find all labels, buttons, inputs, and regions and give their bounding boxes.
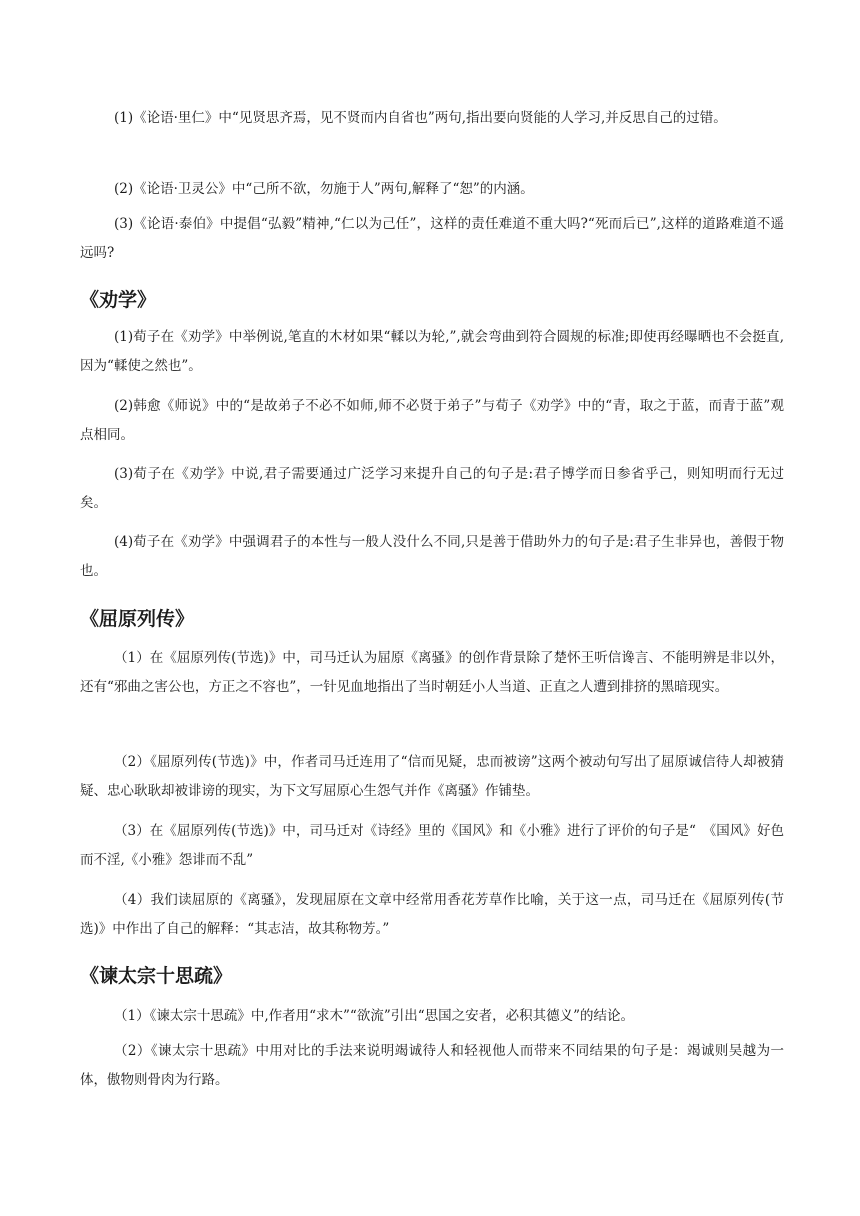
section-heading-jiantaizong: 《谏太宗十思疏》 <box>80 965 233 987</box>
quyuan-item-2: （2）《屈原列传(节选)》中，作者司马迁连用了“信而见疑，忠而被谤”这两个被动句写出了屈原诚信待人却被猜疑、忠心耿耿却被诽谤的现实，为下文写屈原心生怨气并作《离骚》作铺垫。 <box>80 754 784 799</box>
lunyu-item-2: (2)《论语·卫灵公》中“己所不欲，勿施于人”两句,解释了“恕”的内涵。 <box>114 181 534 197</box>
lunyu-item-3: (3)《论语·泰伯》中提倡“弘毅”精神,“仁以为己任”，这样的责任难道不重大吗?“死而后已”,这样的道路难道不遥远吗? <box>80 216 784 261</box>
section-heading-quyuan: 《屈原列传》 <box>80 608 195 630</box>
quanxue-item-2: (2)韩愈《师说》中的“是故弟子不必不如师,师不必贤于弟子”与荀子《劝学》中的“青，取之于蓝，而青于蓝”观点相同。 <box>80 398 784 443</box>
quanxue-item-1: (1)荀子在《劝学》中举例说,笔直的木材如果“輮以为轮,”,就会弯曲到符合圆规的标准;即使再经曝晒也不会挺直,因为“輮使之然也”。 <box>80 329 784 374</box>
quyuan-item-1: （1）在《屈原列传(节选)》中，司马迁认为屈原《离骚》的创作背景除了楚怀王听信谗言、不能明辨是非以外，还有“邪曲之害公也，方正之不容也”，一针见血地指出了当时朝廷小人当道、正直之人遭到排挤的黑暗现实。 <box>80 650 784 695</box>
section-heading-quanxue: 《劝学》 <box>80 289 157 311</box>
jiantaizong-item-1: （1）《谏太宗十思疏》中,作者用“求木”“欲流”引出“思国之安者，必积其德义”的结论。 <box>114 1008 635 1024</box>
quyuan-item-4: （4）我们读屈原的《离骚》，发现屈原在文章中经常用香花芳草作比喻，关于这一点，司马迁在《屈原列传(节选)》中作出了自己的解释：“其志洁，故其称物芳。” <box>80 892 784 937</box>
quanxue-item-3: (3)荀子在《劝学》中说,君子需要通过广泛学习来提升自己的句子是:君子博学而日参省乎己，则知明而行无过矣。 <box>80 466 784 511</box>
jiantaizong-item-2: （2）《谏太宗十思疏》中用对比的手法来说明竭诚待人和轻视他人而带来不同结果的句子是：竭诚则吴越为一体，傲物则骨肉为行路。 <box>80 1043 784 1088</box>
quanxue-item-4: (4)荀子在《劝学》中强调君子的本性与一般人没什么不同,只是善于借助外力的句子是:君子生非异也，善假于物也。 <box>80 534 784 579</box>
lunyu-item-1: (1)《论语·里仁》中“见贤思齐焉，见不贤而内自省也”两句,指出要向贤能的人学习,并反思自己的过错。 <box>114 110 727 126</box>
quyuan-item-3: （3）在《屈原列传(节选)》中，司马迁对《诗经》里的《国风》和《小雅》进行了评价的句子是“ 《国风》好色而不淫,《小雅》怨诽而不乱” <box>80 823 784 868</box>
